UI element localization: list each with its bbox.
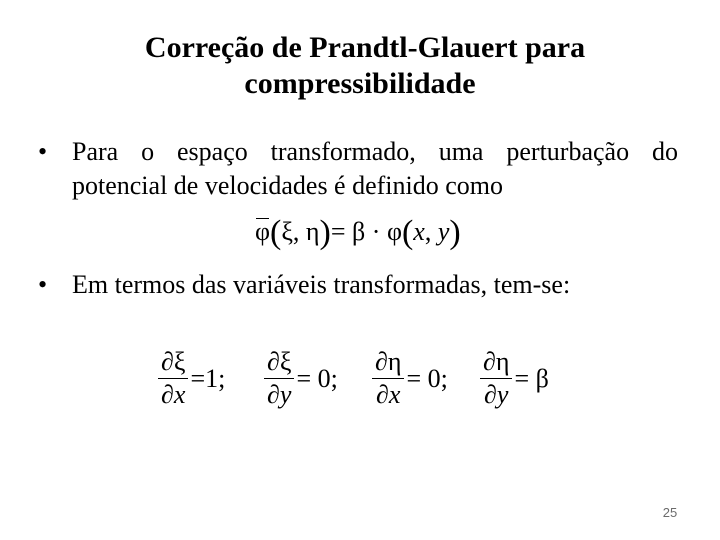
fraction-numerator: ∂ξ [264,346,294,379]
fraction [480,346,512,411]
fraction-denominator: ∂y [267,380,292,409]
equals-sign: = [330,217,346,246]
term-result: = 0; [406,363,448,393]
slide-title [0,30,720,102]
title-line-1: Correção de Prandtl-Glauert para [144,31,586,64]
fraction-numerator: ∂η [372,346,404,379]
derivative-term [264,346,338,411]
fraction-numerator: ∂η [480,346,512,379]
bullet-text: Em termos das variáveis transformadas, tem-se: [72,270,571,299]
fraction-denominator: ∂y [484,380,509,409]
derivative-term [480,346,549,411]
term-result: = 0; [296,363,338,393]
fraction-denominator: ∂x [376,380,401,409]
derivative-term [372,346,448,411]
fraction-numerator: ∂ξ [158,346,188,379]
paren-open: ( [401,214,414,251]
phi-bar-symbol: φ [255,217,271,246]
comma: , [424,217,438,246]
bullet-item-1 [38,135,678,203]
var-y: y [437,217,450,246]
derivative-term [158,346,225,411]
fraction-denominator: ∂x [161,380,186,409]
bullet-marker: • [38,137,48,166]
bullet-item-2 [38,268,678,302]
dot-operator: · [371,217,381,246]
fraction [264,346,294,411]
beta-symbol: β [352,217,366,246]
equation-potential-transform [255,214,461,251]
paren-open: ( [270,214,282,251]
var-x: x [413,217,425,246]
paren-close: ) [319,214,331,251]
page-number: 25 [662,505,678,520]
lhs-args: ξ, η [281,217,320,246]
title-line-2: compressibilidade [244,67,476,100]
bullet-marker: • [38,270,48,299]
bullet-text: Para o espaço transformado, uma perturbação do potencial de velocidades é definido como [72,137,678,200]
term-result: =1; [190,363,226,393]
fraction [372,346,404,411]
term-result: = β [514,363,549,393]
phi-symbol: φ [386,217,402,246]
fraction [158,346,188,411]
paren-close: ) [449,214,461,251]
